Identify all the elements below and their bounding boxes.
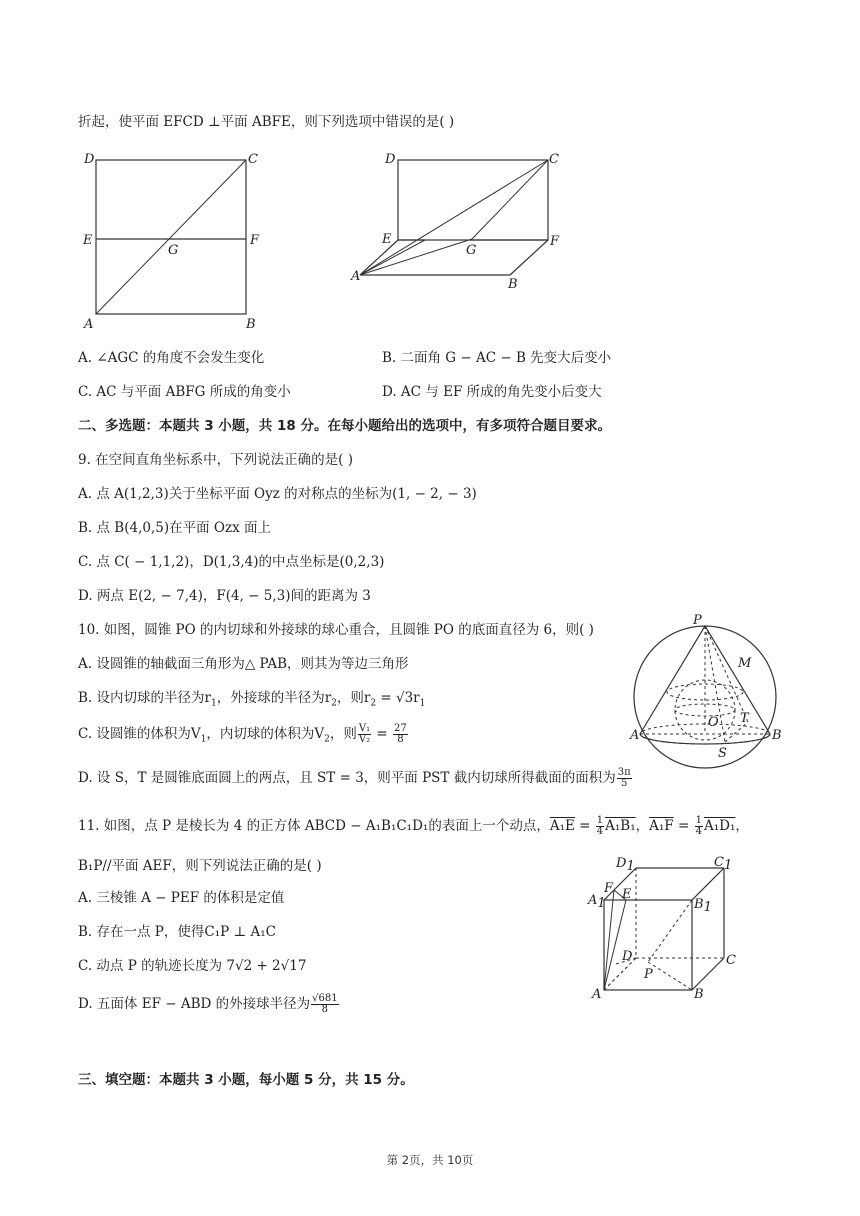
- q11-option-d: D. 五面体 EF − ABD 的外接球半径为 $\frac{√681}{8}$: [78, 993, 338, 1015]
- q11-label-c1: C1: [714, 855, 733, 873]
- q8-option-a: A. ∠AGC 的角度不会发生变化: [78, 350, 265, 366]
- q11-label-a1: A1: [588, 893, 606, 911]
- q11-option-b: B. 存在一点 P，使得C₁P ⊥ A₁C: [78, 924, 276, 940]
- q11-label-e: E: [622, 887, 632, 902]
- q11-label-d: D: [622, 949, 633, 964]
- q11-stem: 11. 如图，点 P 是棱长为 4 的正方体 ABCD − A₁B₁C₁D₁的表面上一个动点，A₁E = $\frac{1}{4}$ A₁B₁，A₁F = $\frac{1}{4}$ A₁D₁，: [78, 815, 749, 837]
- q11-label-c: C: [726, 953, 736, 968]
- q11-label-a: A: [592, 987, 602, 1002]
- fig2-label-b: B: [508, 277, 518, 292]
- fig1-label-a: A: [84, 317, 94, 332]
- fig2-label-e: E: [382, 232, 392, 247]
- q10-label-b: B: [772, 728, 782, 743]
- fig1-label-b: B: [246, 317, 256, 332]
- q10-option-c: C. 设圆锥的体积为$V_1$，内切球的体积为$V_2$，则 $\frac{\text{V₁}}{\text{V₂}}$ = $\frac{27}{8}$: [78, 723, 407, 745]
- q11-stem-2: B₁P//平面 AEF，则下列说法正确的是( ): [78, 858, 322, 874]
- q10-label-s: S: [718, 746, 727, 761]
- q11-label-p: P: [644, 967, 653, 982]
- q11-label-b1: B1: [694, 897, 712, 915]
- page-footer: 第 2页，共 10页: [386, 1153, 474, 1167]
- q10-figure: [630, 612, 790, 767]
- fig2-label-g: G: [466, 243, 477, 258]
- q9-option-d: D. 两点 E(2, − 7,4)，F(4, − 5,3)间的距离为 3: [78, 588, 371, 604]
- section-3-heading: 三、填空题：本题共 3 小题，每小题 5 分，共 15 分。: [78, 1072, 414, 1088]
- q11-label-b: B: [694, 987, 704, 1002]
- q8-figure-2: [350, 150, 570, 295]
- fig1-label-d: D: [84, 152, 95, 167]
- q9-option-a: A. 点 A(1,2,3)关于坐标平面 Oyz 的对称点的坐标为(1, − 2, − 3): [78, 486, 477, 502]
- fig2-label-f: F: [550, 234, 560, 249]
- q10-label-t: T: [740, 711, 749, 726]
- q8-stem-tail: 折起，使平面 EFCD ⊥平面 ABFE，则下列选项中错误的是( ): [78, 114, 455, 130]
- q11-label-f: F: [604, 881, 614, 896]
- fig2-label-c: C: [549, 152, 559, 167]
- q11-label-d1: D1: [616, 856, 635, 874]
- q8-option-d: D. AC 与 EF 所成的角先变小后变大: [382, 384, 602, 400]
- q10-label-o: O: [708, 715, 719, 730]
- section-2-heading: 二、多选题：本题共 3 小题，共 18 分。在每小题给出的选项中，有多项符合题目要求。: [78, 418, 611, 434]
- q10-option-a: A. 设圆锥的轴截面三角形为△ PAB，则其为等边三角形: [78, 656, 409, 672]
- q8-figure-1: [80, 150, 270, 335]
- fig1-label-e: E: [83, 233, 93, 248]
- q9-stem: 9. 在空间直角坐标系中，下列说法正确的是( ): [78, 452, 353, 468]
- fig2-label-a: A: [351, 269, 361, 284]
- q10-option-b: B. 设内切球的半径为$r_1$，外接球的半径为$r_2$，则$r_2 = √3r_1$: [78, 690, 426, 709]
- q8-option-c: C. AC 与平面 ABFG 所成的角变小: [78, 384, 291, 400]
- q10-label-a: A: [630, 728, 640, 743]
- q8-option-b: B. 二面角 G − AC − B 先变大后变小: [382, 350, 612, 366]
- q9-option-c: C. 点 C( − 1,1,2)，D(1,3,4)的中点坐标是(0,2,3): [78, 554, 385, 570]
- q10-label-m: M: [738, 656, 752, 671]
- q10-option-d: D. 设 S，T 是圆锥底面圆上的两点，且 ST = 3，则平面 PST 截内切球所得截面的面积为 $\frac{3\pi}{5}$: [78, 767, 631, 789]
- fig1-label-g: G: [168, 243, 179, 258]
- q10-label-p: P: [693, 613, 702, 628]
- q9-option-b: B. 点 B(4,0,5)在平面 Ozx 面上: [78, 520, 271, 536]
- fig1-label-c: C: [248, 152, 258, 167]
- fig1-label-f: F: [250, 233, 260, 248]
- q11-option-c: C. 动点 P 的轨迹长度为 7√2 + 2√17: [78, 958, 307, 974]
- q11-figure: [586, 852, 746, 1002]
- q11-option-a: A. 三棱锥 A − PEF 的体积是定值: [78, 890, 285, 906]
- fig2-label-d: D: [385, 152, 396, 167]
- q10-stem: 10. 如图，圆锥 PO 的内切球和外接球的球心重合，且圆锥 PO 的底面直径为 6，则( ): [78, 622, 594, 638]
